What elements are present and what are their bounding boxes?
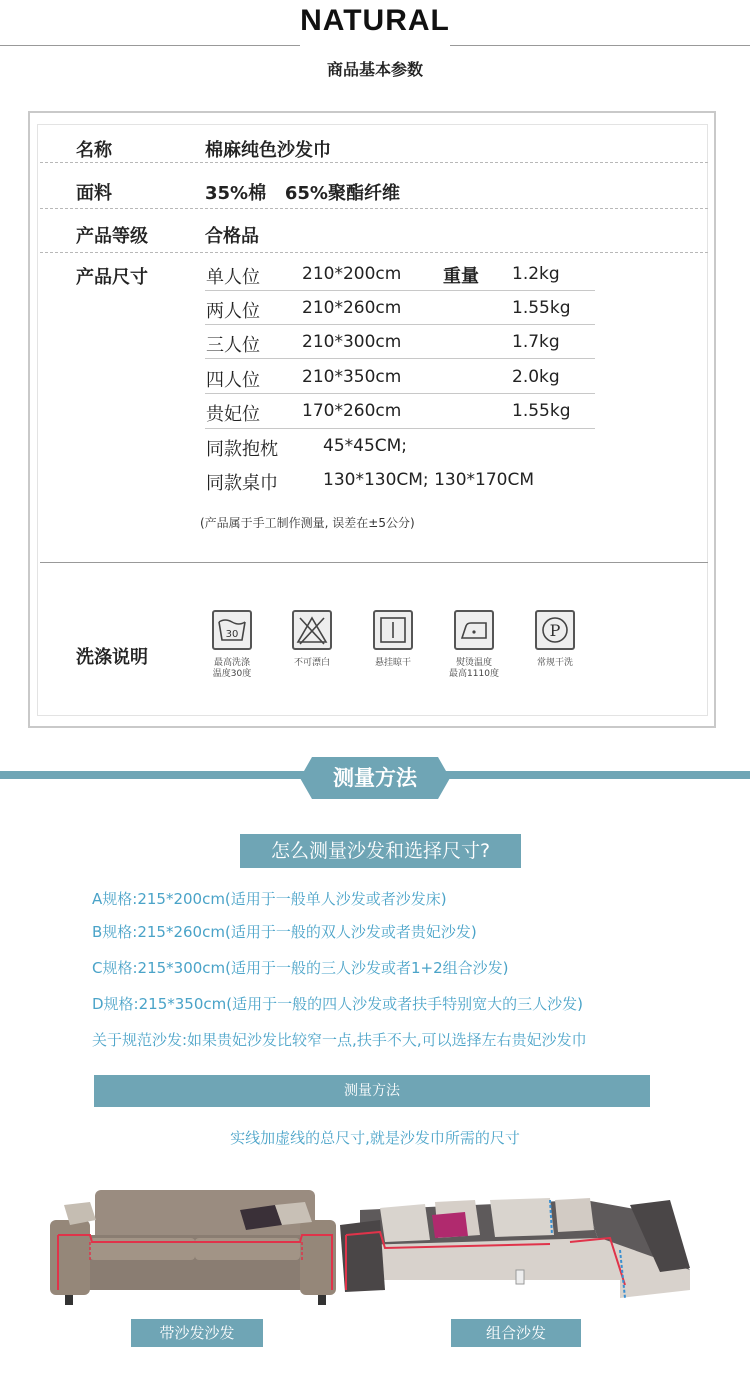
brand-title: NATURAL — [300, 4, 450, 37]
fabric-label: 面料 — [76, 183, 112, 204]
wash-item — [434, 610, 514, 680]
sofa-tag-1: 带沙发沙发 — [131, 1319, 263, 1347]
table-cloth-label: 同款桌巾 — [206, 473, 278, 494]
size-dim: 210*350cm — [302, 367, 402, 387]
svg-text:P: P — [549, 621, 561, 640]
wash-30-icon — [212, 610, 252, 650]
spec-line-a: A规格:215*200cm(适用于一般单人沙发或者沙发床) — [92, 890, 447, 908]
size-weight: 1.55kg — [512, 401, 571, 421]
pillow-label: 同款抱枕 — [206, 439, 278, 460]
size-weight: 1.7kg — [512, 332, 560, 352]
size-weight: 1.2kg — [512, 264, 560, 284]
row-divider — [205, 358, 595, 359]
wash-label: 洗涤说明 — [76, 647, 148, 668]
svg-text:30: 30 — [225, 629, 239, 640]
size-name: 三人位 — [206, 335, 260, 356]
banner-band-left — [0, 771, 312, 779]
wash-caption: 最高洗涤 温度30度 — [212, 658, 252, 679]
pillow-value: 45*45CM; — [323, 436, 408, 456]
method-bar: 测量方法 — [94, 1075, 650, 1107]
spec-line-d: D规格:215*350cm(适用于一般的四人沙发或者扶手特别宽大的三人沙发) — [92, 995, 583, 1013]
wash-caption: 常规干洗 — [536, 658, 573, 668]
divider — [40, 162, 708, 163]
fabric-value: 35%棉 65%聚酯纤维 — [205, 183, 400, 204]
row-divider — [205, 290, 595, 291]
row-divider — [205, 393, 595, 394]
size-dim: 210*260cm — [302, 298, 402, 318]
measure-banner: 测量方法 — [312, 757, 438, 799]
wash-item — [192, 610, 272, 680]
measure-question: 怎么测量沙发和选择尺寸? — [240, 834, 521, 868]
header-rule-right — [450, 45, 750, 46]
size-name: 单人位 — [206, 267, 260, 288]
wash-caption: 不可漂白 — [293, 658, 330, 668]
method-caption: 实线加虚线的总尺寸,就是沙发巾所需的尺寸 — [230, 1129, 520, 1147]
divider — [40, 252, 708, 253]
iron-icon — [454, 610, 494, 650]
name-value: 棉麻纯色沙发巾 — [205, 140, 331, 161]
grade-value: 合格品 — [205, 226, 259, 247]
size-name: 四人位 — [206, 370, 260, 391]
wash-item — [272, 610, 352, 669]
sofa-image-2 — [340, 1180, 695, 1310]
wash-item — [353, 610, 433, 669]
name-label: 名称 — [76, 140, 112, 161]
size-weight: 2.0kg — [512, 367, 560, 387]
sofa-image-1 — [50, 1180, 340, 1310]
wash-caption: 熨烫温度 最高1110度 — [449, 658, 499, 679]
size-dim: 170*260cm — [302, 401, 402, 421]
spec-line-b: B规格:215*260cm(适用于一般的双人沙发或者贵妃沙发) — [92, 923, 477, 941]
dry-clean-icon — [535, 610, 575, 650]
row-divider — [205, 428, 595, 429]
measure-note: (产品属于手工制作测量, 误差在±5公分) — [200, 516, 415, 530]
section-divider — [40, 562, 708, 563]
header-rule-left — [0, 45, 300, 46]
size-dim: 210*200cm — [302, 264, 402, 284]
size-weight: 1.55kg — [512, 298, 571, 318]
banner-band-right — [438, 771, 750, 779]
size-dim: 210*300cm — [302, 332, 402, 352]
size-name: 两人位 — [206, 301, 260, 322]
grade-label: 产品等级 — [76, 226, 148, 247]
size-label: 产品尺寸 — [76, 267, 148, 288]
wash-item — [515, 610, 595, 669]
no-bleach-icon — [292, 610, 332, 650]
table-cloth-value: 130*130CM; 130*170CM — [323, 470, 534, 490]
section-subtitle: 商品基本参数 — [326, 60, 423, 79]
wash-caption: 悬挂晾干 — [374, 658, 411, 668]
size-name: 贵妃位 — [206, 404, 260, 425]
hang-dry-icon — [373, 610, 413, 650]
spec-line-c: C规格:215*300cm(适用于一般的三人沙发或者1+2组合沙发) — [92, 959, 509, 977]
row-divider — [205, 324, 595, 325]
divider — [40, 208, 708, 209]
sofa-tag-2: 组合沙发 — [451, 1319, 581, 1347]
spec-line-note: 关于规范沙发:如果贵妃沙发比较窄一点,扶手不大,可以选择左右贵妃沙发巾 — [92, 1031, 587, 1049]
weight-label: 重量 — [443, 266, 479, 287]
